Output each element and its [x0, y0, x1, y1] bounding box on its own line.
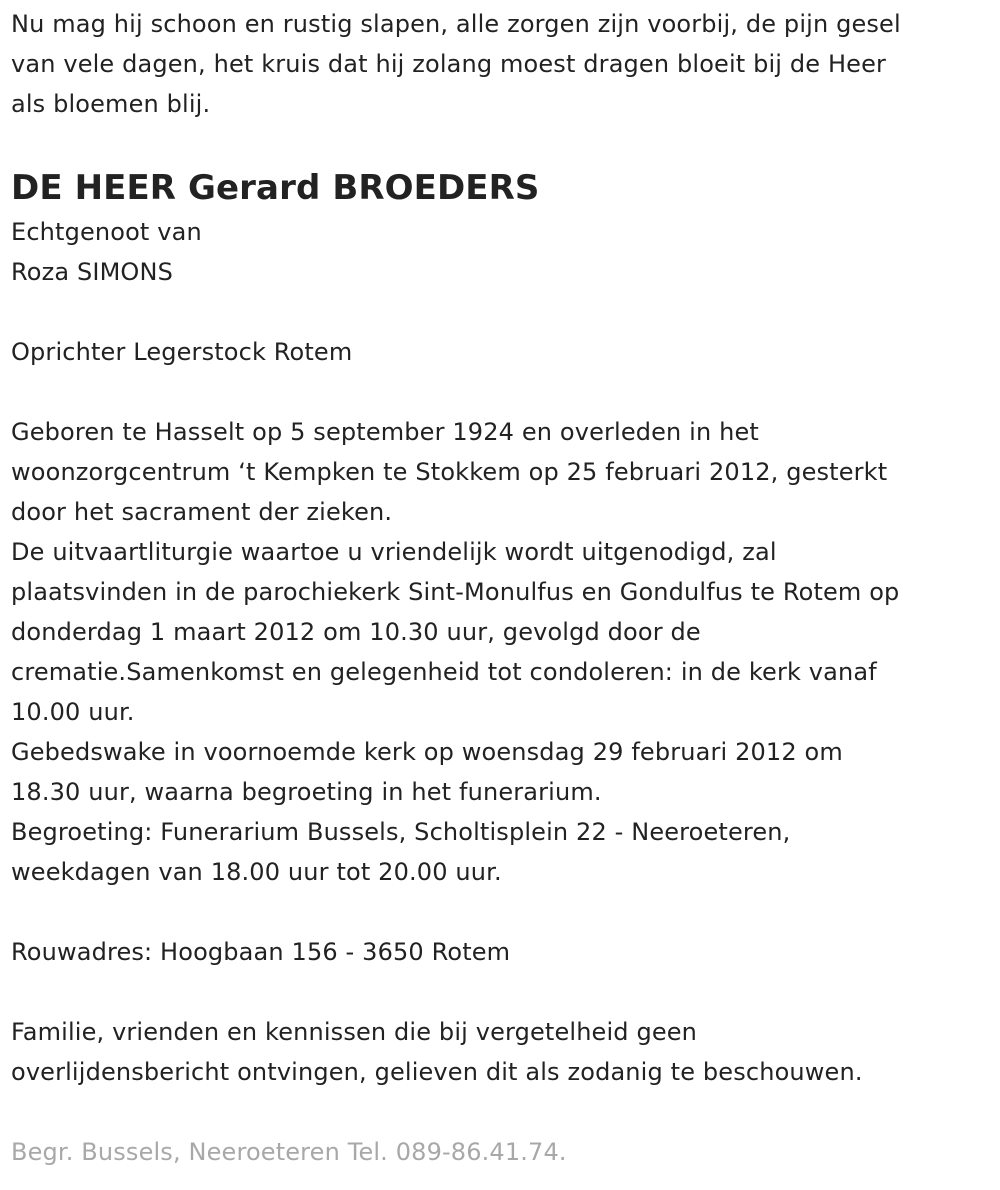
spacer	[11, 972, 995, 1012]
deceased-role: Oprichter Legerstock Rotem	[11, 338, 353, 366]
obituary-notice	[11, 4, 995, 1172]
poem-line: van vele dagen, het kruis dat hij zolang moest dragen bloeit bij de Heer	[11, 50, 887, 78]
details-line: 18.30 uur, waarna begroeting in het funerarium.	[11, 778, 602, 806]
details-line: 10.00 uur.	[11, 698, 135, 726]
poem	[11, 4, 995, 124]
details-line: plaatsvinden in de parochiekerk Sint-Monulfus en Gondulfus te Rotem op	[11, 578, 900, 606]
spacer	[11, 372, 995, 412]
funeral-home-footer: Begr. Bussels, Neeroeteren Tel. 089-86.41.74.	[11, 1138, 567, 1166]
poem-line: Nu mag hij schoon en rustig slapen, alle zorgen zijn voorbij, de pijn gesel	[11, 10, 901, 38]
details-line: weekdagen van 18.00 uur tot 20.00 uur.	[11, 858, 502, 886]
details-line: door het sacrament der zieken.	[11, 498, 393, 526]
details-line: donderdag 1 maart 2012 om 10.30 uur, gevolgd door de	[11, 618, 701, 646]
spacer	[11, 892, 995, 932]
deceased-name: DE HEER Gerard BROEDERS	[11, 168, 540, 208]
notice-line: overlijdensbericht ontvingen, gelieven dit als zodanig te beschouwen.	[11, 1058, 863, 1086]
family-notice	[11, 1012, 995, 1092]
spacer	[11, 292, 995, 332]
spacer	[11, 1092, 995, 1132]
details-line: Gebedswake in voornoemde kerk op woensdag 29 februari 2012 om	[11, 738, 843, 766]
poem-line: als bloemen blij.	[11, 90, 211, 118]
notice-line: Familie, vrienden en kennissen die bij vergetelheid geen	[11, 1018, 698, 1046]
details-line: crematie.Samenkomst en gelegenheid tot condoleren: in de kerk vanaf	[11, 658, 877, 686]
details-line: De uitvaartliturgie waartoe u vriendelijk wordt uitgenodigd, zal	[11, 538, 777, 566]
details-line: Begroeting: Funerarium Bussels, Scholtisplein 22 - Neeroeteren,	[11, 818, 791, 846]
spouse-name: Roza SIMONS	[11, 258, 173, 286]
details-line: Geboren te Hasselt op 5 september 1924 en overleden in het	[11, 418, 759, 446]
funeral-details	[11, 412, 995, 892]
spouse-label: Echtgenoot van	[11, 218, 202, 246]
details-line: woonzorgcentrum ‘t Kempken te Stokkem op 25 februari 2012, gesterkt	[11, 458, 888, 486]
mourning-address: Rouwadres: Hoogbaan 156 - 3650 Rotem	[11, 938, 511, 966]
